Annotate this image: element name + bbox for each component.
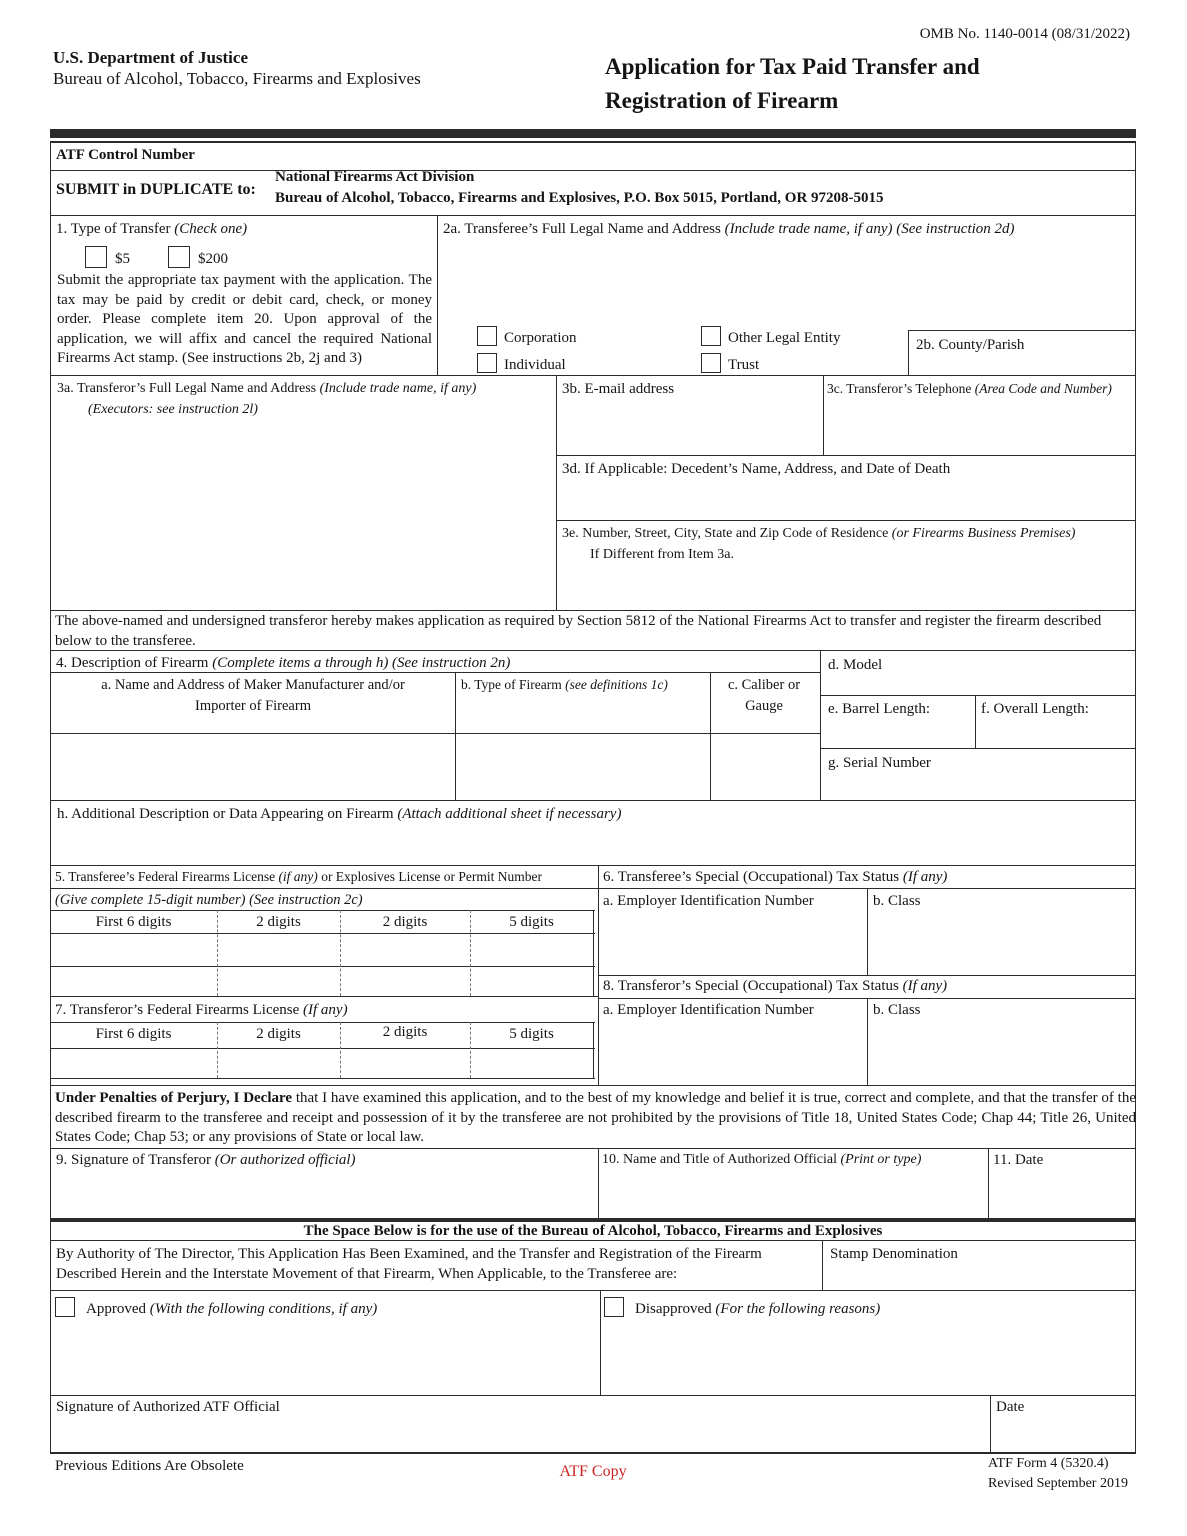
individual-checkbox[interactable] [477, 353, 497, 373]
county-parish-field[interactable] [910, 354, 1132, 374]
line [50, 933, 595, 934]
atf-date-field[interactable] [992, 1418, 1134, 1450]
line [50, 610, 1136, 611]
left-border [50, 141, 51, 1454]
item4h-label: h. Additional Description or Data Appearing on Firearm (Attach additional sheet if necessary) [57, 806, 622, 822]
additional-description-field[interactable] [52, 826, 1134, 863]
item2b-label: 2b. County/Parish [916, 337, 1025, 353]
divider [988, 1148, 989, 1222]
item4c-label: c. Caliber or [727, 677, 801, 693]
line [908, 330, 1136, 331]
line [50, 800, 1136, 801]
omb-number: OMB No. 1140-0014 (08/31/2022) [919, 26, 1130, 42]
corporation-checkbox[interactable] [477, 326, 497, 346]
line [556, 520, 1136, 521]
line [50, 1048, 595, 1049]
item4a-label-line2: Importer of Firearm [195, 698, 311, 714]
item3e-label-line2: If Different from Item 3a. [590, 547, 734, 562]
line [50, 888, 1136, 889]
transferee-ffl-row2-field[interactable] [52, 968, 592, 994]
corporation-label: Corporation [504, 330, 577, 346]
line [50, 966, 595, 967]
right-border [1135, 141, 1136, 1454]
disapproved-reasons-field[interactable] [602, 1322, 1133, 1393]
ffl7-col-header-2: 2 digits [256, 1026, 301, 1042]
divider [710, 672, 711, 800]
item1-label: 1. Type of Transfer (Check one) [56, 221, 248, 237]
item1-instructions: Submit the appropriate tax payment with the application. The tax may be paid by credit or debit card, check, or money order. Please complete item 20. Upon approval of the application, we will affix and cancel the required National Firearms Act stamp. (See instructions 2b, 2j and 3) [57, 272, 432, 366]
item3d-label: 3d. If Applicable: Decedent’s Name, Address, and Date of Death [562, 461, 951, 477]
ffl5-col-header-1: First 6 digits [95, 914, 172, 930]
disapproved-checkbox[interactable] [604, 1297, 624, 1317]
bottom-border [50, 1452, 1136, 1454]
line [50, 170, 1136, 171]
stamp-denomination-field[interactable] [824, 1265, 1134, 1289]
footer-form-number: ATF Form 4 (5320.4) [988, 1456, 1109, 1471]
line [50, 215, 1136, 216]
tax-200-label: $200 [198, 251, 228, 267]
divider [867, 998, 868, 1085]
item6-label: 6. Transferee’s Special (Occupational) Tax Status (If any) [603, 869, 948, 885]
decedent-field[interactable] [558, 482, 1133, 518]
line [50, 1078, 595, 1079]
ffl5-col-header-4: 5 digits [509, 914, 554, 930]
ffl5-col-header-3: 2 digits [382, 914, 428, 930]
authorized-official-name-field[interactable] [600, 1172, 986, 1220]
line [820, 748, 1136, 749]
ffl7-col-header-1: First 6 digits [95, 1026, 172, 1042]
item4f-label: f. Overall Length: [981, 701, 1089, 717]
residence-field[interactable] [558, 568, 1133, 608]
nfa-address-line: Bureau of Alcohol, Tobacco, Firearms and Explosives, P.O. Box 5015, Portland, OR 97208-5015 [275, 190, 884, 206]
tax-5-label: $5 [115, 251, 130, 267]
line [556, 455, 1136, 456]
item9-label: 9. Signature of Transferor (Or authorized official) [56, 1152, 356, 1168]
divider [908, 330, 909, 375]
item8-label: 8. Transferor’s Special (Occupational) Tax Status (If any) [603, 978, 948, 994]
item4b-label: b. Type of Firearm (see definitions 1c) [461, 677, 668, 692]
transferee-name-address-field[interactable] [440, 242, 900, 324]
divider [598, 1148, 599, 1222]
line [50, 1022, 595, 1023]
transferor-ffl-row-field[interactable] [52, 1050, 592, 1076]
type-of-firearm-field[interactable] [457, 736, 708, 798]
trust-checkbox[interactable] [701, 353, 721, 373]
transferee-ffl-row1-field[interactable] [52, 935, 592, 964]
item10-label: 10. Name and Title of Authorized Official (Print or type) [602, 1152, 922, 1167]
line [50, 1395, 1136, 1396]
footer-copy-type: ATF Copy [559, 1463, 627, 1480]
item7-label: 7. Transferor’s Federal Firearms License (If any) [55, 1002, 348, 1018]
atf-official-signature-label: Signature of Authorized ATF Official [56, 1399, 280, 1415]
item4-label: 4. Description of Firearm (Complete items a through h) (See instruction 2n) [56, 655, 511, 671]
telephone-field[interactable] [825, 402, 1133, 452]
item5-sub-hint: (Give complete 15-digit number) (See instruction 2c) [55, 892, 363, 908]
item6b-label: b. Class [873, 893, 921, 909]
serial-number-field[interactable] [822, 774, 1134, 798]
line [50, 733, 820, 734]
line [50, 375, 1136, 376]
transferor-class-field[interactable] [869, 1022, 1133, 1083]
divider [975, 695, 976, 748]
submit-duplicate-label: SUBMIT in DUPLICATE to: [56, 181, 256, 198]
maker-importer-field[interactable] [52, 736, 454, 798]
item4d-label: d. Model [828, 657, 883, 673]
footer-obsolete-note: Previous Editions Are Obsolete [55, 1458, 244, 1474]
form-title-line2: Registration of Firearm [605, 88, 839, 113]
item4e-label: e. Barrel Length: [828, 701, 931, 717]
line [50, 1085, 1136, 1086]
line [50, 910, 595, 911]
item5-label: 5. Transferee’s Federal Firearms License (if any) or Explosives License or Permit Number [55, 869, 543, 884]
item4g-label: g. Serial Number [828, 755, 931, 771]
ffl7-col-header-4: 5 digits [509, 1026, 554, 1042]
item11-label: 11. Date [993, 1152, 1044, 1168]
atf-date-label: Date [996, 1399, 1025, 1415]
trust-label: Trust [728, 357, 760, 373]
item3b-label: 3b. E-mail address [562, 381, 675, 397]
divider [822, 1240, 823, 1290]
transferee-ein-field[interactable] [600, 914, 865, 973]
item3e-label: 3e. Number, Street, City, State and Zip Code of Residence (or Firearms Business Premises) [562, 526, 1076, 541]
divider [593, 910, 594, 996]
disapproved-label: Disapproved (For the following reasons) [635, 1301, 881, 1317]
authority-statement: By Authority of The Director, This Application Has Been Examined, and the Transfer and Registration of the Firearm Described Herein and the Interstate Movement of that Firearm, When Applicable, to the Transferee are: [56, 1246, 762, 1282]
approved-label: Approved (With the following conditions, if any) [86, 1301, 378, 1317]
email-field[interactable] [558, 402, 821, 452]
individual-label: Individual [504, 357, 566, 373]
item4c-label-line2: Gauge [745, 698, 783, 714]
item8b-label: b. Class [873, 1002, 921, 1018]
transferor-signature-field[interactable] [52, 1172, 596, 1220]
item11-date-field[interactable] [990, 1172, 1134, 1220]
divider [820, 650, 821, 800]
barrel-length-field[interactable] [822, 718, 973, 746]
transferor-ein-field[interactable] [600, 1022, 865, 1083]
transferee-class-field[interactable] [869, 914, 1133, 973]
footer-revision-date: Revised September 2019 [988, 1476, 1128, 1491]
atf-control-number-field[interactable] [250, 143, 1120, 168]
item2a-label: 2a. Transferee’s Full Legal Name and Address (Include trade name, if any) (See instruction 2d) [443, 221, 1015, 237]
ffl5-col-header-2: 2 digits [256, 914, 301, 930]
other-legal-entity-checkbox[interactable] [701, 326, 721, 346]
caliber-gauge-field[interactable] [712, 736, 818, 798]
approved-checkbox[interactable] [55, 1297, 75, 1317]
line [598, 975, 1136, 976]
line [50, 1290, 1136, 1291]
line [50, 1148, 1136, 1149]
item3a-executors-hint: (Executors: see instruction 2l) [88, 402, 258, 417]
atf-official-signature-field[interactable] [52, 1418, 988, 1450]
transfer-declaration-text: The above-named and undersigned transferor hereby makes application as required by Section 5812 of the National Firearms Act to transfer and register the firearm described below to the transferee. [55, 613, 1102, 649]
transferor-name-address-field[interactable] [52, 425, 554, 605]
line [820, 695, 1136, 696]
item8a-label: a. Employer Identification Number [603, 1002, 814, 1018]
stamp-denomination-label: Stamp Denomination [830, 1246, 958, 1262]
ffl7-col-header-3: 2 digits [382, 1024, 428, 1040]
divider [437, 215, 438, 375]
form-title-line1: Application for Tax Paid Transfer and [605, 54, 980, 79]
agency-name: U.S. Department of Justice [53, 48, 248, 67]
atf-control-number-label: ATF Control Number [56, 147, 195, 163]
perjury-statement: Under Penalties of Perjury, I Declare that I have examined this application, and to the best of my knowledge and belief it is true, correct and complete, and that the transfer of the described firearm to the transferee and receipt and possession of it by the transferee are not prohibited by the provisions of Title 18, United States Code; Chap 44; Title 26, United States Code; Chap 53; or any provisions of State or local law. [55, 1090, 1137, 1145]
tax-200-checkbox[interactable] [168, 246, 190, 268]
item3a-label: 3a. Transferor’s Full Legal Name and Address (Include trade name, if any) [57, 381, 477, 396]
model-field[interactable] [905, 654, 1133, 693]
divider [823, 375, 824, 455]
approved-conditions-field[interactable] [52, 1322, 598, 1393]
divider [867, 888, 868, 975]
divider [600, 1290, 601, 1395]
other-legal-entity-label: Other Legal Entity [728, 330, 841, 346]
divider [556, 375, 557, 610]
divider [990, 1395, 991, 1452]
line [50, 996, 598, 997]
line [50, 865, 1136, 866]
nfa-division-line: National Firearms Act Division [275, 169, 475, 185]
title-divider-bar [50, 129, 1136, 138]
atf-use-banner: The Space Below is for the use of the Bureau of Alcohol, Tobacco, Firearms and Explosives [303, 1223, 883, 1239]
agency-bureau: Bureau of Alcohol, Tobacco, Firearms and Explosives [53, 69, 421, 88]
divider [593, 1022, 594, 1078]
divider [455, 672, 456, 800]
item3c-label: 3c. Transferor’s Telephone (Area Code and Number) [827, 381, 1112, 396]
item6a-label: a. Employer Identification Number [603, 893, 814, 909]
overall-length-field[interactable] [977, 718, 1134, 746]
tax-5-checkbox[interactable] [85, 246, 107, 268]
item4a-label: a. Name and Address of Maker Manufacturer and/or [101, 677, 405, 693]
